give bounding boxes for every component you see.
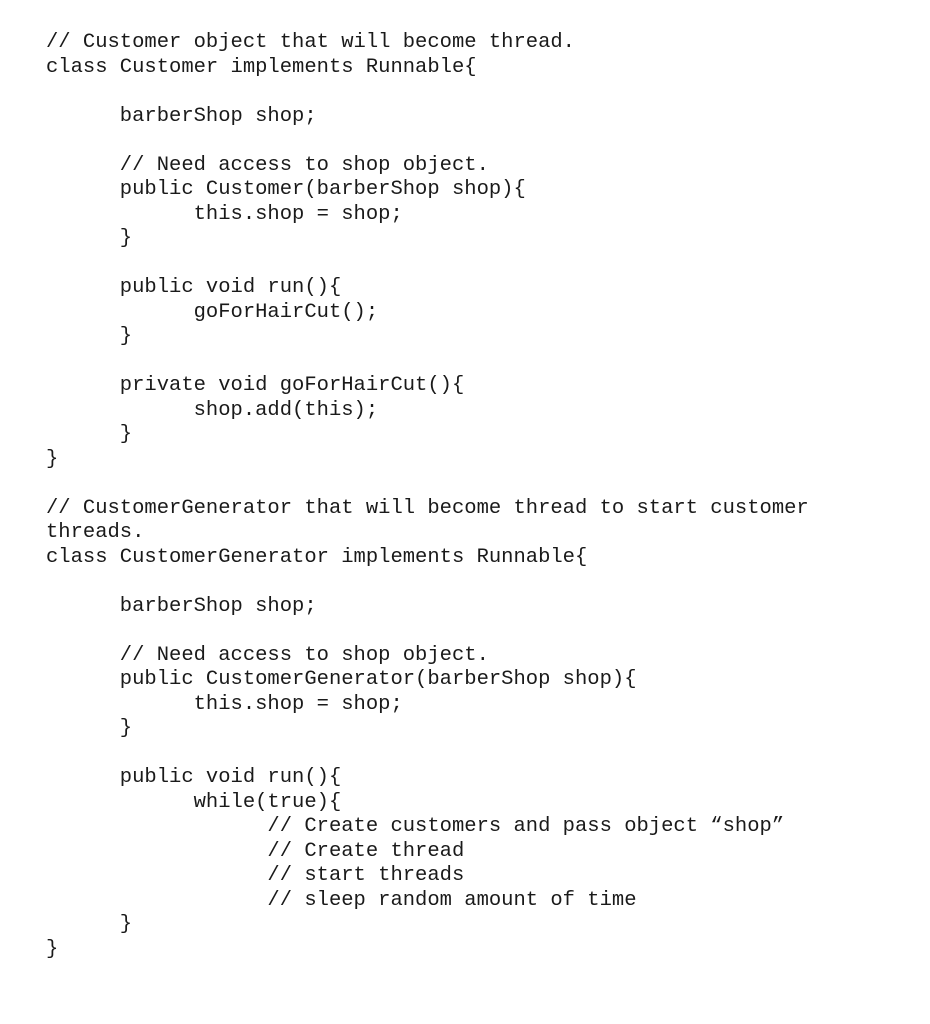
code-line: private void goForHairCut(){ <box>46 374 465 397</box>
code-line: } <box>46 913 133 936</box>
code-document <box>46 31 906 962</box>
code-line: while(true){ <box>46 790 342 814</box>
code-line: goForHairCut(); <box>46 300 379 324</box>
code-line: // Customer object that will become thread. <box>46 31 575 54</box>
code-line <box>46 472 906 497</box>
code-line: // CustomerGenerator that will become thread to start customer <box>46 496 809 520</box>
code-line: class CustomerGenerator implements Runnable{ <box>46 545 588 569</box>
code-line: // Need access to shop object. <box>46 643 489 667</box>
code-line <box>46 129 906 154</box>
code-line: public void run(){ <box>46 276 342 299</box>
code-line <box>46 619 906 644</box>
code-line: } <box>46 325 133 348</box>
code-line: this.shop = shop; <box>46 202 403 226</box>
code-line: // Create customers and pass object “shop” <box>46 815 785 838</box>
code-line: barberShop shop; <box>46 104 317 128</box>
code-line <box>46 570 906 595</box>
code-line: // Need access to shop object. <box>46 153 489 177</box>
code-line: } <box>46 423 133 446</box>
code-line: // start threads <box>46 864 465 887</box>
code-line: threads. <box>46 521 145 544</box>
code-line <box>46 742 906 767</box>
code-line <box>46 80 906 105</box>
code-line: } <box>46 717 133 740</box>
code-line: shop.add(this); <box>46 398 379 422</box>
code-line: public void run(){ <box>46 766 342 789</box>
code-line <box>46 350 906 375</box>
code-line <box>46 252 906 277</box>
code-line: class Customer implements Runnable{ <box>46 55 477 79</box>
code-line: } <box>46 447 59 471</box>
code-line: this.shop = shop; <box>46 692 403 716</box>
code-line: barberShop shop; <box>46 594 317 618</box>
code-line: public CustomerGenerator(barberShop shop){ <box>46 668 637 691</box>
code-line: } <box>46 227 133 250</box>
code-line: // sleep random amount of time <box>46 888 637 912</box>
code-line: // Create thread <box>46 839 465 863</box>
code-line: public Customer(barberShop shop){ <box>46 178 526 201</box>
code-line: } <box>46 937 59 961</box>
